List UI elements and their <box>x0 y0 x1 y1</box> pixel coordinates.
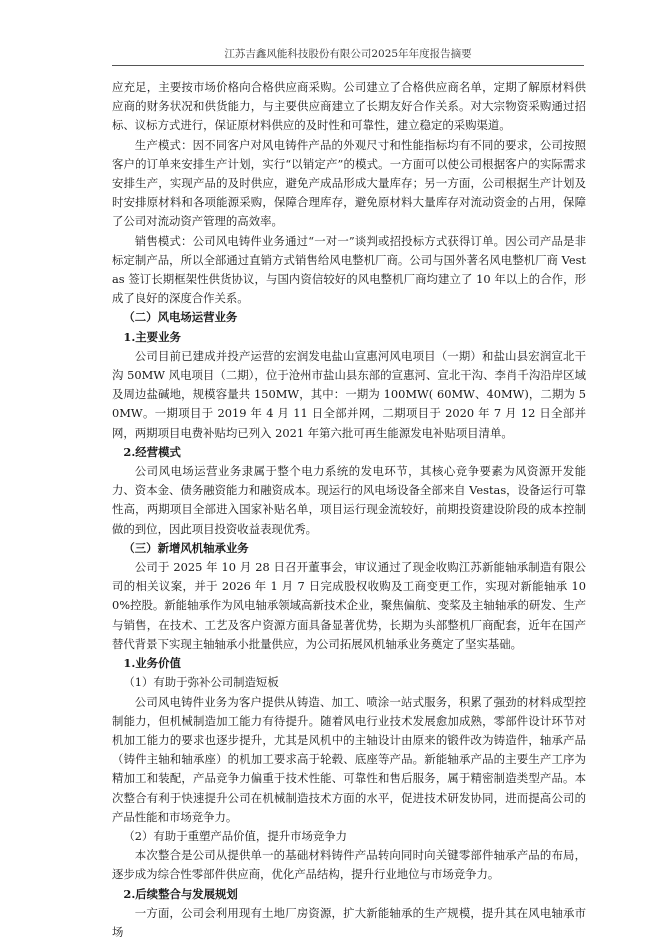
report-body <box>112 78 586 942</box>
subheading-integration-plan: 2.后续整合与发展规划 <box>123 886 238 901</box>
page-header: 江苏吉鑫风能科技股份有限公司2025年年度报告摘要 <box>112 47 584 66</box>
paragraph-sales-model: 销售模式：公司风电铸件业务通过“一对一”谈判或招投标方式获得订单。因公司产品是非标定制产品，所以全部通过直销方式销售给风电整机厂商。公司与国外著名风电整机厂商 Vestas 签订长期框架性供货协议，与国内资信较好的风电整机厂商均建立了 10 年以上的合作，形成了良好的深度合作关系。 <box>112 233 586 306</box>
paragraph-procurement-continued: 应充足，主要按市场价格向合格供应商采购。公司建立了合格供应商名单，定期了解原材料供应商的财务状况和供货能力，与主要供应商建立了长期友好合作关系。对大宗物资采购通过招标、议标方式进行，保证原材料供应的及时性和可靠性，建立稳定的采购渠道。 <box>112 80 586 133</box>
paragraph-wind-farm-projects: 公司目前已建成并投产运营的宏润发电盐山宣惠河风电项目（一期）和盐山县宏润宣北干沟 50MW 风电项目（二期），位于沧州市盐山县东部的宣惠河、宣北干沟、李肖千沟沿岸区域及周边盐碱地，规模容量共 150MW，其中：一期为 100MW( 60MW、40MW)，二期为 50MW。一期项目于 2019 年 4 月 11 日全部并网，二期项目于 2020 年 7 月 12 日全部并网，两期项目电费补贴均已列入 2021 年第六批可再生能源发电补贴项目清单。 <box>112 348 586 440</box>
paragraph-bearing-acquisition: 公司于 2025 年 10 月 28 日召开董事会，审议通过了现金收购江苏新能轴承制造有限公司的相关议案，并于 2026 年 1 月 7 日完成股权收购及工商变更工作，实现对新能轴承 100%控股。新能轴承作为风电轴承领域高新技术企业，聚焦偏航、变桨及主轴轴承的研发、生产与销售，在技术、工艺及客户资源方面具备显著优势，长期为头部整机厂商配套，近年在国产替代背景下实现主轴轴承小批量供应，为公司拓展风机轴承业务奠定了坚实基础。 <box>112 560 586 651</box>
section-heading-wind-farm: （二）风电场运营业务 <box>123 310 238 325</box>
subheading-main-business: 1.主要业务 <box>123 329 181 344</box>
paragraph-production-model: 生产模式：因不同客户对风电铸件产品的外观尺寸和性能指标均有不同的要求，公司按照客户的订单来安排生产计划，实行“以销定产”的模式。一方面可以使公司根据客户的实际需求安排生产，实现产品的及时供应，避免产成品形成大量库存；另一方面，公司根据生产计划及时安排原材料和各项能源采购，保障合理库存，避免原材料大量库存对流动资金的占用，保障了公司对流动资产管理的高效率。 <box>112 137 586 229</box>
subheading-value-manufacturing: （1）有助于弥补公司制造短板 <box>123 675 279 690</box>
subheading-business-value: 1.业务价值 <box>123 656 181 671</box>
paragraph-integration-plan: 一方面，公司会利用现有土地厂房资源，扩大新能轴承的生产规模，提升其在风电轴承市场 <box>112 905 586 939</box>
subheading-value-product: （2）有助于重塑产品价值，提升市场竞争力 <box>123 828 348 843</box>
paragraph-manufacturing-value: 公司风电铸件业务为客户提供从铸造、加工、喷涂一站式服务，积累了强劲的材料成型控制能力，但机械制造加工能力有待提升。随着风电行业技术发展愈加成熟，零部件设计环节对机加工能力的要求也逐步提升，尤其是风机中的主轴设计由原来的锻件改为铸造件，轴承产品（铸件主轴和轴承座）的机加工要求高于轮毂、底座等产品。新能轴承产品的主要生产工序为精加工和装配，产品竞争力偏重于技术性能、可靠性和售后服务，属于精密制造类型产品。本次整合有利于快速提升公司在机械制造技术方面的水平，促进技术研发协同，进而提高公司的产品性能和市场竞争力。 <box>112 694 586 824</box>
paragraph-product-value: 本次整合是公司从提供单一的基础材料铸件产品转向同时向关键零部件轴承产品的布局，逐步成为综合性零部件供应商，优化产品结构，提升行业地位与市场竞争力。 <box>112 848 586 882</box>
subheading-business-model: 2.经营模式 <box>123 444 181 459</box>
paragraph-wind-farm-operation: 公司风电场运营业务隶属于整个电力系统的发电环节，其核心竞争要素为风资源开发能力、资本金、债务融资能力和融资成本。现运行的风电场设备全部来自 Vestas，设备运行可靠性高，两期项目全部进入国家补贴名单，项目运行现金流较好，前期投资建设阶段的成本控制做的到位，因此项目投资收益表现优秀。 <box>112 464 586 536</box>
section-heading-bearing: （三）新增风机轴承业务 <box>123 540 249 555</box>
